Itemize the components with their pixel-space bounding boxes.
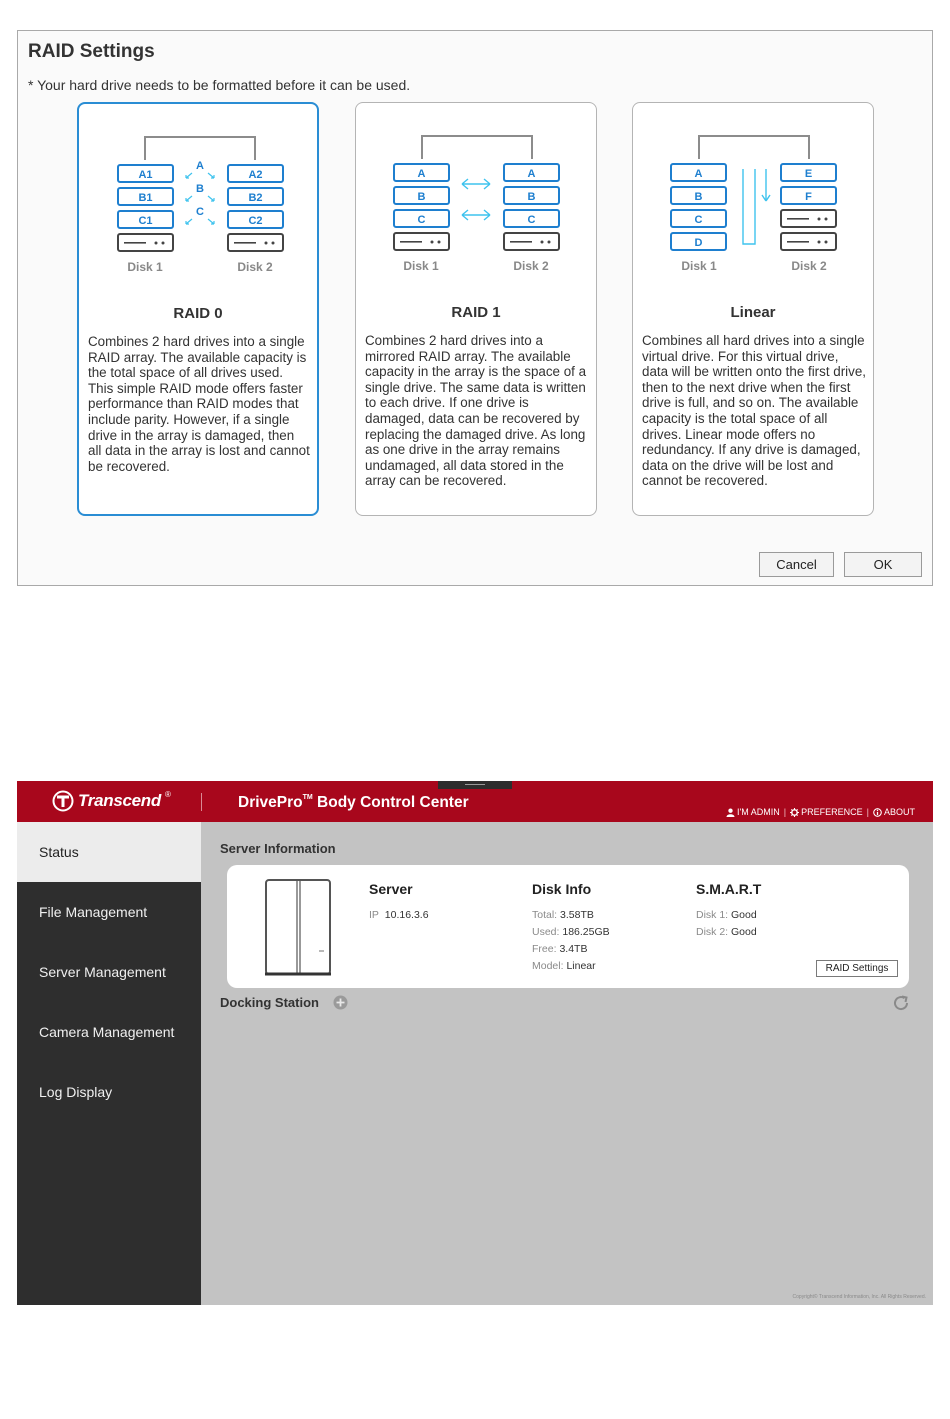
free-value: 3.4TB xyxy=(559,943,588,955)
card-description: Combines 2 hard drives into a single RAID array. The available capacity is the total space of all drives used. This simple RAID mode offers faster performance than RAID modes that include parity. However, if a single drive in the array is damaged, then all data in the array is lost and cannot be recovered. xyxy=(88,334,310,474)
sidebar-item-log-display[interactable]: Log Display xyxy=(39,1084,113,1100)
link-separator: | xyxy=(783,807,787,817)
raid0-option-card[interactable] xyxy=(77,102,319,516)
block-label: B xyxy=(527,191,536,203)
ip-label: IP xyxy=(369,909,379,921)
disk2-label: Disk 2 xyxy=(791,259,827,273)
cancel-button[interactable]: Cancel xyxy=(759,552,834,577)
info-icon xyxy=(873,808,882,817)
block-label: A xyxy=(417,168,426,180)
total-value: 3.58TB xyxy=(560,909,594,921)
stripe-letter: A xyxy=(196,160,204,172)
header-links xyxy=(726,807,915,817)
app-title-main: DrivePro xyxy=(238,794,303,811)
app-title xyxy=(238,794,469,812)
linear-diagram xyxy=(633,103,875,303)
admin-link[interactable] xyxy=(726,807,780,817)
model-value: Linear xyxy=(566,960,596,972)
app-header xyxy=(17,781,933,822)
about-label: ABOUT xyxy=(883,807,915,817)
disk1-label: Disk 1 xyxy=(403,259,439,273)
card-title: RAID 0 xyxy=(173,305,223,322)
block-label: C1 xyxy=(138,215,153,227)
about-link[interactable] xyxy=(873,807,915,817)
disk1-label: Disk 1 xyxy=(681,259,717,273)
app-window xyxy=(17,781,933,1305)
block-label: C2 xyxy=(248,215,263,227)
used-label: Used: xyxy=(532,926,560,938)
block-label: B xyxy=(694,191,703,203)
server-info-card xyxy=(227,865,909,988)
smart-column xyxy=(696,881,761,941)
disk-info-title: Disk Info xyxy=(532,881,592,897)
registered-mark: ® xyxy=(164,790,171,799)
disk2-label: Disk 2 xyxy=(513,259,549,273)
card-description: Combines 2 hard drives into a mirrored RAID array. The available capacity in the array is the space of a single drive. The same data is written to each drive. If one drive is damaged, data can be recovered by replacing the damaged drive. As long as one drive in the array remains undamaged, all data stored in the array can be recovered. xyxy=(365,333,587,489)
disk-info-column xyxy=(532,881,610,975)
server-information-title: Server Information xyxy=(220,841,336,856)
linear-flow-icon xyxy=(743,169,770,244)
disk2-label: Disk 2 xyxy=(237,260,273,274)
smart-title: S.M.A.R.T xyxy=(696,881,762,897)
server-column xyxy=(369,881,429,924)
dialog-title: RAID Settings xyxy=(28,41,155,62)
free-label: Free: xyxy=(532,943,557,955)
block-label: A2 xyxy=(248,169,263,181)
card-description: Combines all hard drives into a single virtual drive. For this virtual drive, data will be written onto the first drive, then to the next drive when the first drive is full, and so on. The available capacity is the total space of all drives. Linear mode offers no redundancy. If any drive is damaged, data on the drive will be lost and cannot be recovered. xyxy=(642,333,867,489)
block-label: E xyxy=(804,168,813,180)
disk2-smart-value: Good xyxy=(731,926,757,938)
mirror-arrow-icon xyxy=(462,179,490,220)
raid1-diagram xyxy=(356,103,598,303)
block-label: F xyxy=(805,191,812,203)
format-note: * Your hard drive needs to be formatted before it can be used. xyxy=(28,77,411,93)
block-label: B1 xyxy=(138,192,153,204)
raid-settings-button[interactable]: RAID Settings xyxy=(816,960,898,977)
docking-station-title: Docking Station xyxy=(220,995,319,1010)
header-divider xyxy=(201,793,202,811)
transcend-logo-icon xyxy=(52,790,74,812)
block-label: A xyxy=(527,168,536,180)
card-title: RAID 1 xyxy=(451,304,501,321)
server-title: Server xyxy=(369,881,413,897)
brand-name: Transcend xyxy=(78,791,161,810)
refresh-icon[interactable] xyxy=(892,994,910,1012)
block-label: A xyxy=(694,168,703,180)
nas-device-icon xyxy=(264,878,332,976)
disk1-smart-value: Good xyxy=(731,909,757,921)
sidebar-item-status[interactable]: Status xyxy=(17,822,201,882)
preference-label: PREFERENCE xyxy=(801,807,863,817)
ip-value: 10.16.3.6 xyxy=(384,909,429,921)
stripe-letter: C xyxy=(196,206,204,218)
sidebar-item-server-management[interactable]: Server Management xyxy=(39,964,166,980)
transcend-logo xyxy=(52,790,171,812)
user-icon xyxy=(726,808,735,817)
app-title-rest: Body Control Center xyxy=(312,794,469,811)
block-label: B xyxy=(417,191,426,203)
copyright-text: Copyright© Transcend Information, Inc. All Rights Reserved. xyxy=(792,1294,926,1300)
total-label: Total: xyxy=(532,909,558,921)
card-title: Linear xyxy=(730,304,776,321)
stripe-letter: B xyxy=(196,183,204,195)
disk2-smart-label: Disk 2: xyxy=(696,926,729,938)
raid1-option-card[interactable] xyxy=(355,102,597,516)
block-label: B2 xyxy=(248,192,263,204)
disk1-label: Disk 1 xyxy=(127,260,163,274)
preference-link[interactable] xyxy=(790,807,863,817)
disk1-smart-label: Disk 1: xyxy=(696,909,729,921)
block-label: C xyxy=(694,214,703,226)
sidebar xyxy=(17,822,201,1305)
sidebar-item-camera-management[interactable]: Camera Management xyxy=(39,1024,175,1040)
add-docking-station-icon[interactable] xyxy=(333,995,348,1010)
block-label: C xyxy=(527,214,536,226)
model-label: Model: xyxy=(532,960,564,972)
raid-settings-dialog xyxy=(17,30,933,586)
trademark-mark: TM xyxy=(302,794,313,801)
used-value: 186.25GB xyxy=(562,926,610,938)
block-label: C xyxy=(417,214,426,226)
linear-option-card[interactable] xyxy=(632,102,874,516)
block-label: A1 xyxy=(138,169,153,181)
ok-button[interactable]: OK xyxy=(844,552,922,577)
admin-label: I'M ADMIN xyxy=(737,807,780,817)
raid0-diagram xyxy=(79,104,321,304)
window-grab-handle[interactable] xyxy=(438,781,512,789)
link-separator: | xyxy=(866,807,869,817)
gear-icon xyxy=(790,808,799,817)
block-label: D xyxy=(694,237,703,249)
sidebar-item-file-management[interactable]: File Management xyxy=(39,904,148,920)
